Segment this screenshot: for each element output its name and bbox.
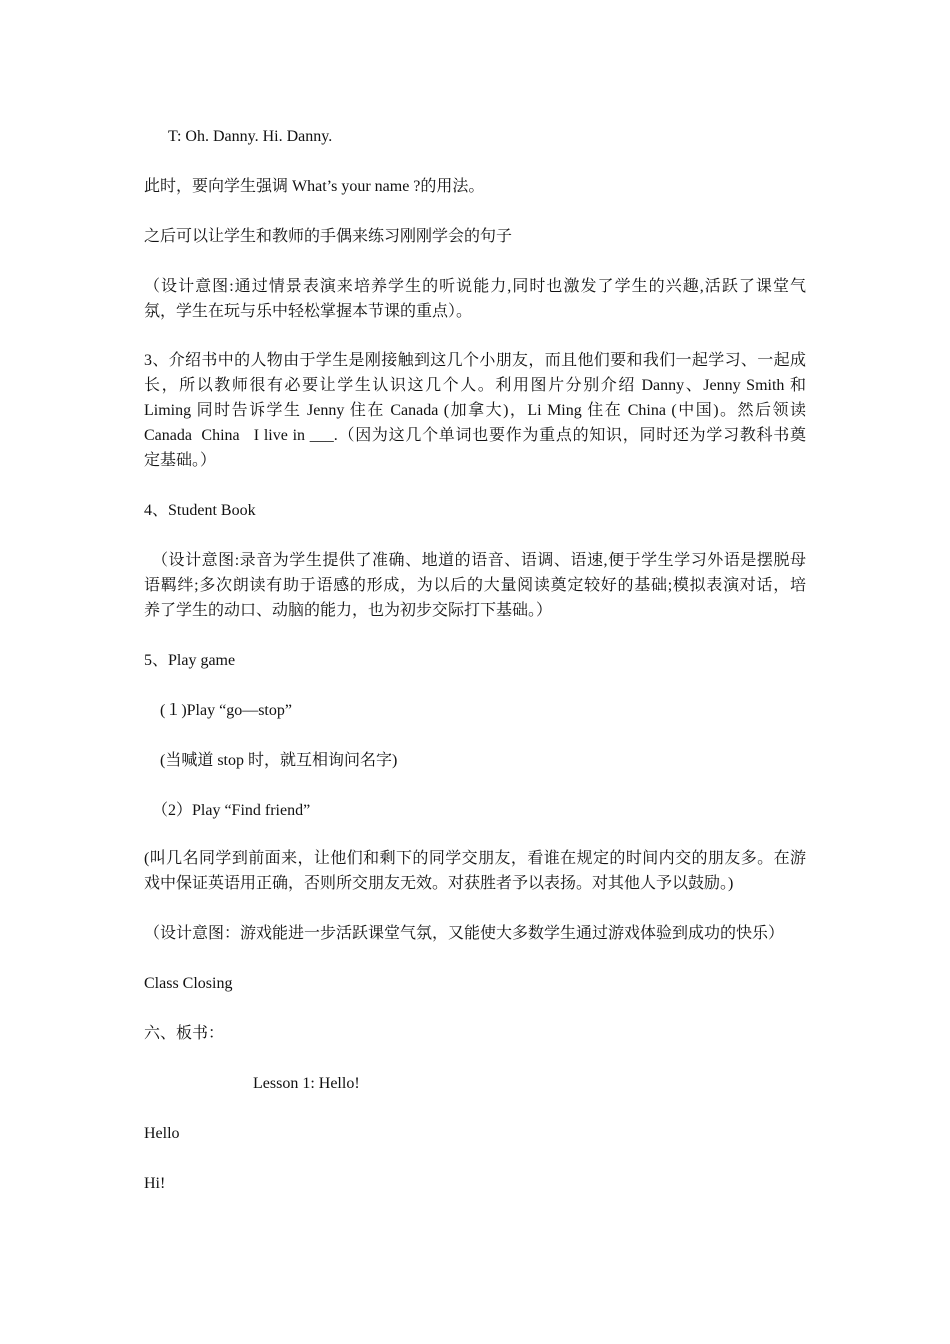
text-line: Liming 同时告诉学生 Jenny 住在 Canada (加拿大)，Li Ming 住在 China (中国)。然后领读 xyxy=(144,402,806,419)
text-line: Lesson 1: Hello! xyxy=(253,1075,360,1092)
blackboard-heading xyxy=(144,1021,806,1046)
text-line: 4、Student Book xyxy=(144,502,256,519)
text-line: （设计意图:录音为学生提供了准确、地道的语音、语调、语速,便于学生学习外语是摆脱母 xyxy=(152,552,806,569)
text-line: （设计意图：游戏能进一步活跃课堂气氛，又能使大多数学生通过游戏体验到成功的快乐） xyxy=(144,925,785,942)
class-closing-heading xyxy=(144,971,806,996)
text-line: (１)Play “go—stop” xyxy=(160,702,292,719)
text-line: Class Closing xyxy=(144,975,233,992)
step-5-heading xyxy=(144,648,806,673)
text-line: 语羁绊;多次朗读有助于语感的形成，为以后的大量阅读奠定较好的基础;模拟表演对话，培 xyxy=(144,577,806,594)
text-line: 5、Play game xyxy=(144,652,236,669)
text-line: (叫几名同学到前面来，让他们和剩下的同学交朋友，看谁在规定的时间内交的朋友多。在游 xyxy=(144,850,806,867)
game-item-2 xyxy=(152,798,814,823)
game-item-1-note xyxy=(160,748,822,773)
blackboard-lesson-title xyxy=(253,1071,915,1096)
text-line: 此时，要向学生强调 What’s your name ?的用法。 xyxy=(144,178,485,195)
step-3-paragraph xyxy=(144,348,806,473)
text-line: 3、介绍书中的人物由于学生是刚接触到这几个小朋友，而且他们要和我们一起学习、一起成 xyxy=(144,352,806,369)
instruction-paragraph xyxy=(144,174,806,199)
text-line: T: Oh. Danny. Hi. Danny. xyxy=(168,128,333,145)
text-line: 养了学生的动口、动脑的能力，也为初步交际打下基础。） xyxy=(144,602,553,619)
text-line: （设计意图:通过情景表演来培养学生的听说能力,同时也激发了学生的兴趣,活跃了课堂气 xyxy=(144,278,806,295)
text-line: 戏中保证英语用正确，否则所交朋友无效。对获胜者予以表扬。对其他人予以鼓励。) xyxy=(144,875,734,892)
text-line: Hi! xyxy=(144,1175,166,1192)
design-intent-paragraph xyxy=(144,921,806,946)
instruction-paragraph xyxy=(144,224,806,249)
text-line: (当喊道 stop 时，就互相询问名字) xyxy=(160,752,398,769)
text-line: 六、板书： xyxy=(144,1025,225,1042)
design-intent-paragraph xyxy=(144,548,806,623)
blackboard-word xyxy=(144,1121,806,1146)
text-line: 长，所以教师很有必要让学生认识这几个人。利用图片分别介绍 Danny、Jenny Smith 和 xyxy=(144,377,806,394)
design-intent-paragraph xyxy=(144,274,806,324)
text-line: 氛，学生在玩与乐中轻松掌握本节课的重点）。 xyxy=(144,303,473,320)
step-4-heading xyxy=(144,498,806,523)
text-line: Hello xyxy=(144,1125,180,1142)
blackboard-word xyxy=(144,1171,806,1196)
game-item-1 xyxy=(160,698,822,723)
text-line: 之后可以让学生和教师的手偶来练习刚刚学会的句子 xyxy=(144,228,513,245)
dialogue-line xyxy=(168,124,830,149)
text-line: Canada China I live in ___.（因为这几个单词也要作为重点的知识，同时还为学习教科书奠 xyxy=(144,427,806,444)
game-item-2-note xyxy=(144,846,806,896)
text-line: （2）Play “Find friend” xyxy=(152,802,311,819)
text-line: 定基础。） xyxy=(144,452,217,469)
